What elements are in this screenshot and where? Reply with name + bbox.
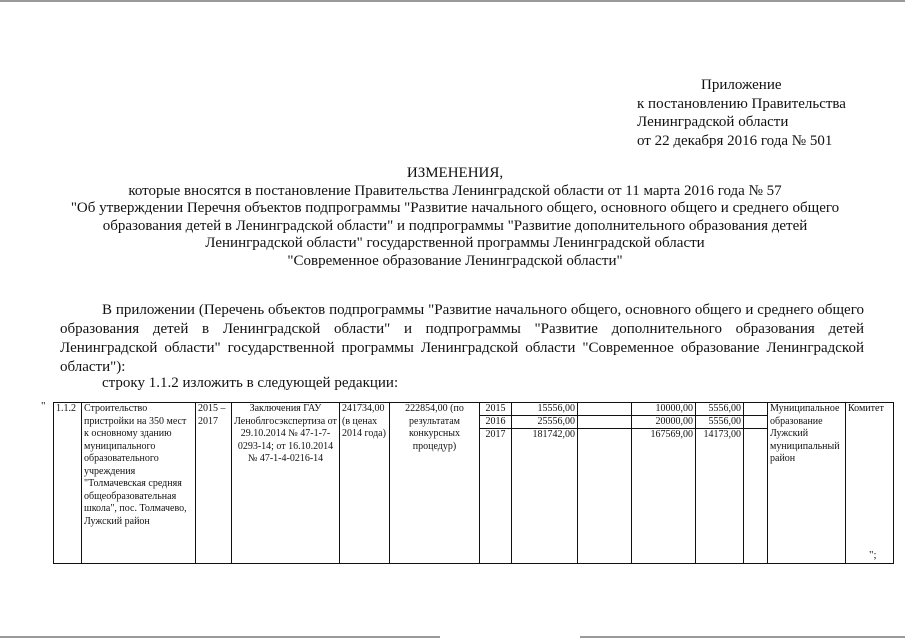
cell-period: 2015 – 2017 [196,403,232,564]
table-row [54,403,894,564]
heading-line-1: которые вносятся в постановление Правительства Ленинградской области от 11 марта 2016 года № 57 [128,182,782,199]
appendix-line-1: Приложение [701,77,782,93]
scan-bottom-edge-left [0,636,440,638]
cell-years [480,403,512,564]
replacement-row-table [53,402,894,564]
document-heading [40,165,870,270]
local-2017: 14173,00 [703,429,741,440]
year-2017: 2017 [485,429,506,440]
cell-object-name: Строительство пристройки на 350 мест к основному зданию муниципального образовательного учреждения "Толмачевская средняя общеобразовательная школа", пос. Толмачево, Лужский район [82,403,196,564]
intro-paragraph: В приложении (Перечень объектов подпрограммы "Развитие начального общего, основного общего и среднего общего образования детей в Ленинградской области" и подпрограммы "Развитие дополнительного образования детей Ленинградской области" государственной программы Ленинградской области "Современное образование Ленинградской области"): [60,302,864,375]
appendix-line-2: к постановлению Правительства [637,95,846,112]
cell-contract-cost: 222854,00 (по результатам конкурсных процедур) [390,403,480,564]
closing-quote: "; [869,549,877,561]
cell-federal [578,403,632,564]
heading-line-4: Ленинградской области" государственной программы Ленинградской области [205,235,705,251]
total-2015: 15556,00 [512,403,577,416]
federal-2017 [578,429,631,441]
intro-paragraph-block [60,301,864,377]
appendix-line-3: Ленинградской области [637,114,789,130]
regional-2015: 10000,00 [632,403,695,416]
cell-local [696,403,744,564]
heading-line-5: "Современное образование Ленинградской области" [287,252,623,269]
opening-quote: " [41,400,46,412]
other-2015 [744,403,767,416]
cell-row-number: 1.1.2 [54,403,82,564]
federal-2015 [578,403,631,416]
regional-2016: 20000,00 [632,416,695,429]
heading-line-3: образования детей в Ленинградской области" и подпрограммы "Развитие дополнительного образования детей [102,217,808,234]
scan-bottom-edge-right [580,636,905,638]
instruction-line: строку 1.1.2 изложить в следующей редакции: [102,375,399,391]
cell-expertise: Заключения ГАУ Леноблгосэкспертиза от 29.10.2014 № 47-1-7-0293-14; от 16.10.2014 № 47-1-4-0216-14 [232,403,340,564]
year-2015: 2015 [480,403,511,416]
heading-line-2: "Об утверждении Перечня объектов подпрограммы "Развитие начального общего, основного общего и среднего общего [70,200,840,216]
appendix-block [637,76,897,150]
cell-responsible: Комитет [846,403,894,564]
scan-top-edge [0,0,905,2]
cell-recipient: Муниципальное образование Лужский муниципальный район [768,403,846,564]
regional-2017: 167569,00 [650,429,693,440]
heading-title: ИЗМЕНЕНИЯ, [406,165,504,181]
appendix-line-4: от 22 декабря 2016 года № 501 [637,132,833,149]
cell-total [512,403,578,564]
cell-other [744,403,768,564]
other-2017 [744,429,767,441]
other-2016 [744,416,767,429]
year-2016: 2016 [480,416,511,429]
cell-estimated-cost: 241734,00 (в ценах 2014 года) [340,403,390,564]
local-2016: 5556,00 [696,416,743,429]
cell-regional [632,403,696,564]
total-2016: 25556,00 [512,416,577,429]
total-2017: 181742,00 [532,429,575,440]
local-2015: 5556,00 [696,403,743,416]
federal-2016 [578,416,631,429]
